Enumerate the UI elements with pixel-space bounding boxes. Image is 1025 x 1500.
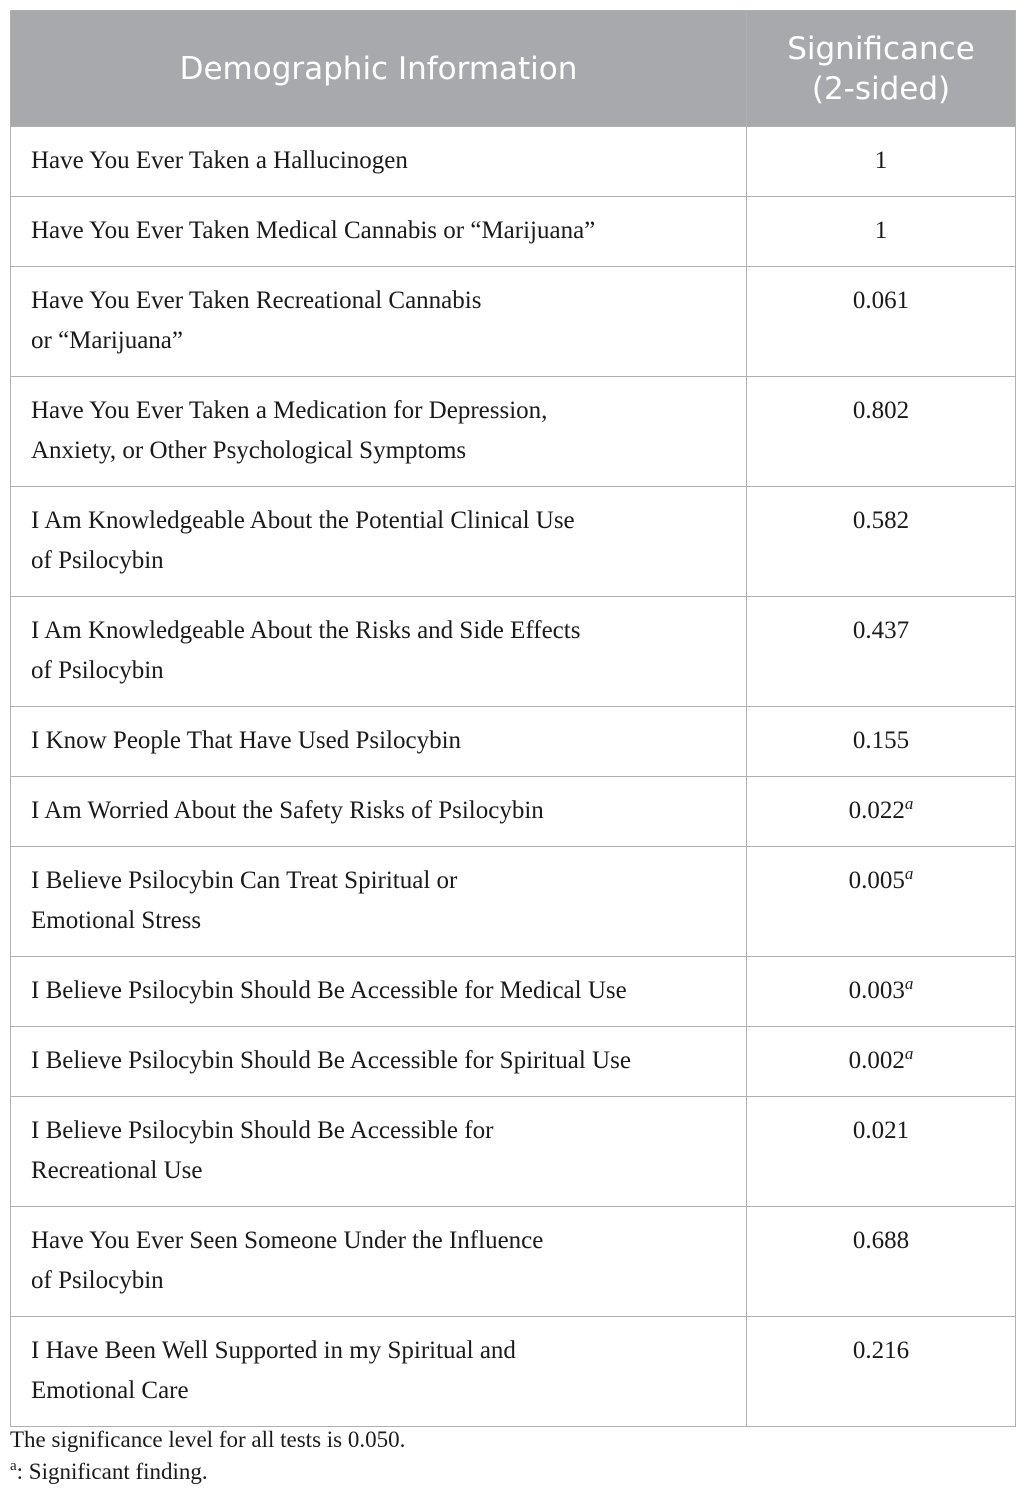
significance-value: 0.582 xyxy=(852,507,910,534)
question-cell xyxy=(11,377,747,487)
question-cell xyxy=(11,1097,747,1207)
question-text-line2: Recreational Use xyxy=(31,1157,203,1184)
table-row xyxy=(11,847,1016,957)
question-text-line1: I Believe Psilocybin Should Be Accessible for xyxy=(31,1117,494,1144)
table-row xyxy=(11,487,1016,597)
question-text-line1: I Am Knowledgeable About the Risks and Side Effects xyxy=(31,617,581,644)
question-text-line1: Have You Ever Seen Someone Under the Influence xyxy=(31,1227,544,1254)
significance-value: 0.437 xyxy=(852,617,910,644)
question-text-line1: I Believe Psilocybin Can Treat Spiritual or xyxy=(31,867,458,894)
question-text-line2: Emotional Stress xyxy=(31,907,202,934)
significance-cell xyxy=(747,957,1016,1027)
significance-table xyxy=(10,10,1016,1427)
question-text-line2: Anxiety, or Other Psychological Symptoms xyxy=(31,437,467,464)
question-text-line1: Have You Ever Taken Recreational Cannabis xyxy=(31,287,482,314)
significance-cell xyxy=(747,777,1016,847)
significance-cell xyxy=(747,1097,1016,1207)
significance-value: 1 xyxy=(874,147,888,174)
significance-cell xyxy=(747,267,1016,377)
header-significance xyxy=(747,11,1016,127)
question-cell xyxy=(11,1317,747,1427)
question-text-line1: I Am Worried About the Safety Risks of Psilocybin xyxy=(31,797,544,824)
question-cell xyxy=(11,847,747,957)
question-text-line1: I Know People That Have Used Psilocybin xyxy=(31,727,462,754)
footnote-significant-finding xyxy=(10,1456,405,1488)
significance-cell xyxy=(747,1207,1016,1317)
question-text-line1: Have You Ever Taken a Medication for Depression, xyxy=(31,397,548,424)
significance-value: 0.021 xyxy=(852,1117,910,1144)
question-cell xyxy=(11,777,747,847)
question-text-line2: of Psilocybin xyxy=(31,657,164,684)
question-cell xyxy=(11,957,747,1027)
significance-cell xyxy=(747,1317,1016,1427)
significance-cell xyxy=(747,377,1016,487)
question-cell xyxy=(11,127,747,197)
question-text-line1: I Believe Psilocybin Should Be Accessible for Medical Use xyxy=(31,977,627,1004)
footnote-significant-finding-text: : Significant finding. xyxy=(16,1459,208,1484)
table-row xyxy=(11,267,1016,377)
question-cell xyxy=(11,707,747,777)
header-demographic-information xyxy=(11,11,747,127)
table-footnotes xyxy=(10,1424,405,1488)
significant-finding-mark: a xyxy=(904,794,914,813)
significance-value: 0.003 xyxy=(848,977,905,1004)
significance-value: 1 xyxy=(874,217,888,244)
significance-cell xyxy=(747,847,1016,957)
question-text-line1: Have You Ever Taken a Hallucinogen xyxy=(31,147,408,174)
header-significance-line2: (2-sided) xyxy=(811,70,951,107)
table-row xyxy=(11,707,1016,777)
significance-cell xyxy=(747,197,1016,267)
question-text-line2: of Psilocybin xyxy=(31,547,164,574)
significance-value: 0.002 xyxy=(848,1047,905,1074)
significance-value: 0.216 xyxy=(852,1337,910,1364)
footnote-mark: a xyxy=(10,1458,17,1474)
question-cell xyxy=(11,197,747,267)
question-cell xyxy=(11,487,747,597)
table-row xyxy=(11,777,1016,847)
significant-finding-mark: a xyxy=(904,1044,914,1063)
significant-finding-mark: a xyxy=(904,864,914,883)
question-text-line1: I Believe Psilocybin Should Be Accessible for Spiritual Use xyxy=(31,1047,631,1074)
table-row xyxy=(11,1317,1016,1427)
significance-value: 0.022 xyxy=(848,797,905,824)
significance-cell xyxy=(747,127,1016,197)
table-row xyxy=(11,197,1016,267)
significant-finding-mark: a xyxy=(904,974,914,993)
significance-value: 0.802 xyxy=(852,397,910,424)
table-row xyxy=(11,1097,1016,1207)
question-cell xyxy=(11,597,747,707)
header-row xyxy=(11,11,1016,127)
question-text-line2: or “Marijuana” xyxy=(31,327,184,354)
question-text-line1: I Have Been Well Supported in my Spiritual and xyxy=(31,1337,516,1364)
question-text-line1: Have You Ever Taken Medical Cannabis or “Marijuana” xyxy=(31,217,596,244)
table-row xyxy=(11,1027,1016,1097)
significance-value: 0.005 xyxy=(848,867,905,894)
significance-value: 0.061 xyxy=(852,287,910,314)
question-cell xyxy=(11,1207,747,1317)
table-row xyxy=(11,377,1016,487)
footnote-significance-level: The significance level for all tests is 0.050. xyxy=(10,1427,406,1452)
question-text-line2: Emotional Care xyxy=(31,1377,189,1404)
table-row xyxy=(11,597,1016,707)
header-significance-line1: Significance xyxy=(787,30,975,67)
significance-cell xyxy=(747,487,1016,597)
table-row xyxy=(11,127,1016,197)
question-text-line1: I Am Knowledgeable About the Potential Clinical Use xyxy=(31,507,575,534)
header-demographic-label: Demographic Information xyxy=(179,50,578,87)
significance-cell xyxy=(747,597,1016,707)
significance-cell xyxy=(747,707,1016,777)
question-cell xyxy=(11,1027,747,1097)
table-row xyxy=(11,957,1016,1027)
significance-value: 0.688 xyxy=(852,1227,910,1254)
question-text-line2: of Psilocybin xyxy=(31,1267,164,1294)
table-body xyxy=(11,127,1016,1427)
table-row xyxy=(11,1207,1016,1317)
question-cell xyxy=(11,267,747,377)
significance-value: 0.155 xyxy=(852,727,910,754)
significance-cell xyxy=(747,1027,1016,1097)
